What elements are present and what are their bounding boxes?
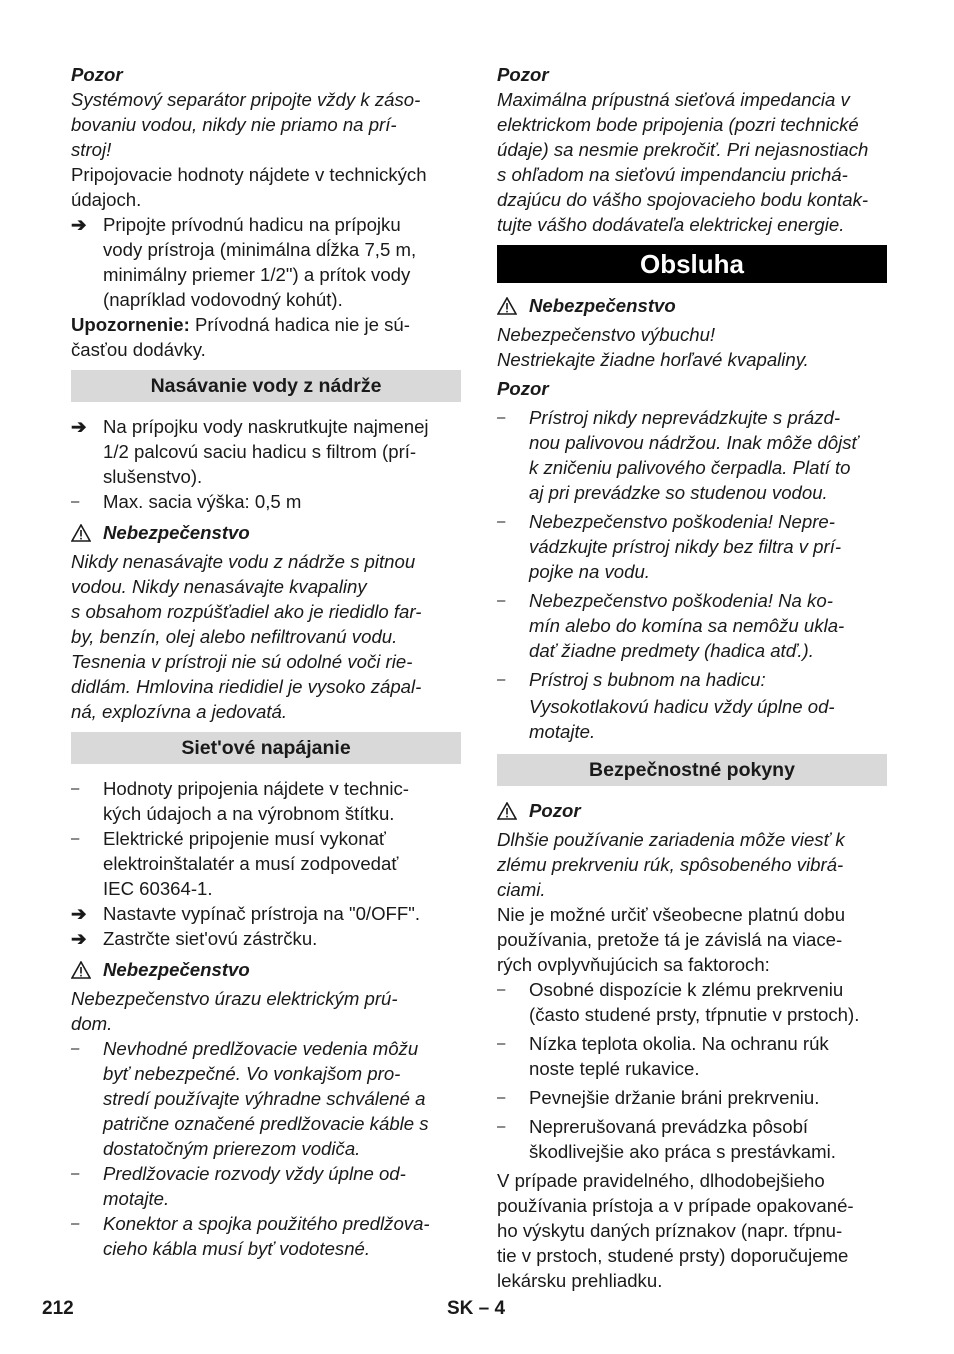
text-line: Pripojte prívodnú hadicu na prípojku — [103, 214, 401, 235]
warning-triangle-icon — [71, 524, 91, 542]
text-line: Nízka teplota okolia. Na ochranu rúk — [529, 1033, 829, 1054]
text-line: Osobné dispozície k zlému prekrveniu — [529, 979, 844, 1000]
text-line: Systémový separátor pripojte vždy k záso- — [71, 89, 421, 110]
dash-item — [71, 1036, 461, 1161]
text-line: Max. sacia výška: 0,5 m — [103, 491, 302, 512]
dash-icon: – — [497, 981, 506, 998]
text-line: ná, explozívna a jedovatá. — [71, 701, 288, 722]
section-title-nasavanie: Nasávanie vody z nádrže — [71, 370, 461, 402]
dash-item — [497, 977, 887, 1027]
text-line: tie v prstoch, studené prsty) doporučujeme — [497, 1245, 849, 1266]
text-line: vody prístroja (minimálna dĺžka 7,5 m, — [103, 239, 417, 260]
dash-item — [71, 1161, 461, 1211]
text-line: Nie je možné určiť všeobecne platnú dobu — [497, 904, 846, 925]
text-line: používania prístoja a v prípade opakované- — [497, 1195, 854, 1216]
text-line: časťou dodávky. — [71, 339, 206, 360]
text-line: Prístroj s bubnom na hadicu: — [529, 669, 766, 690]
danger-heading — [71, 520, 461, 545]
note-paragraph — [71, 312, 461, 362]
text-line: patrične označené predlžovacie káble s — [103, 1113, 429, 1134]
text-line: zlému prekrveniu rúk, spôsobeného vibrá- — [497, 854, 844, 875]
text-line: minimálny priemer 1/2") a prítok vody — [103, 264, 411, 285]
dash-item — [497, 667, 887, 744]
text-line: Nebezpečenstvo poškodenia! Na ko- — [529, 590, 833, 611]
text-line: V prípade pravidelného, dlhodobejšieho — [497, 1170, 825, 1191]
text-line: k zničeniu palivového čerpadla. Platí to — [529, 457, 851, 478]
text-line: motajte. — [103, 1188, 170, 1209]
text-line: Neprerušovaná prevádzka pôsobí — [529, 1116, 809, 1137]
dash-icon: – — [71, 1040, 80, 1057]
text-line: Nastavte vypínač prístroja na "0/OFF". — [103, 903, 421, 924]
dash-icon: – — [497, 1118, 506, 1135]
text-line: škodlivejšie ako práca s prestávkami. — [529, 1141, 836, 1162]
page-number: 212 — [42, 1298, 74, 1319]
dash-item — [497, 1085, 887, 1110]
text-line: Nebezpečenstvo výbuchu! — [497, 324, 716, 345]
section-title-napajanie: Siet'ové napájanie — [71, 732, 461, 764]
dash-item — [71, 776, 461, 826]
text-line: cieho kábla musí byť vodotesné. — [103, 1238, 371, 1259]
text-line: dostatočným prierezom vodiča. — [103, 1138, 361, 1159]
danger-label: Nebezpečenstvo — [529, 295, 676, 316]
text-line: elektrickom bode pripojenia (pozri technické — [497, 114, 859, 135]
body-paragraph — [497, 1168, 887, 1293]
text-line: tujte vášho dodávateľa elektrickej energie. — [497, 214, 845, 235]
arrow-icon: ➔ — [71, 214, 87, 235]
text-line: IEC 60364-1. — [103, 878, 213, 899]
dash-icon: – — [497, 513, 506, 530]
text-line: stredí používajte výhradne schválené a — [103, 1088, 426, 1109]
text-line: noste teplé rukavice. — [529, 1058, 700, 1079]
arrow-step — [71, 926, 461, 951]
text-line: lekársku prehliadku. — [497, 1270, 663, 1291]
text-line: didlám. Hmlovina riedidiel je vysoko zápal- — [71, 676, 422, 697]
text-line: Dlhšie používanie zariadenia môže viesť k — [497, 829, 845, 850]
arrow-step — [71, 212, 461, 312]
main-section-title: Obsluha — [497, 245, 887, 283]
text-line: bovaniu vodou, nikdy nie priamo na prí- — [71, 114, 397, 135]
dash-item — [71, 826, 461, 901]
text-line: ciami. — [497, 879, 546, 900]
text-line: Elektrické pripojenie musí vykonať — [103, 828, 386, 849]
dash-item — [71, 1211, 461, 1261]
text-line: 1/2 palcovú saciu hadicu s filtrom (prí- — [103, 441, 417, 462]
warning-triangle-icon — [497, 802, 517, 820]
dash-item — [497, 588, 887, 663]
text-line: Prívodná hadica nie je sú- — [189, 314, 410, 335]
text-line: Predlžovacie rozvody vždy úplne od- — [103, 1163, 406, 1184]
dash-icon: – — [71, 493, 80, 510]
text-line: údaje) sa nesmie prekročiť. Pri nejasnostiach — [497, 139, 869, 160]
text-line: dať žiadne predmety (hadica atď.). — [529, 640, 814, 661]
text-line: (napríklad vodovodný kohút). — [103, 289, 343, 310]
text-line: Konektor a spojka použitého predlžova- — [103, 1213, 430, 1234]
dash-item — [497, 1031, 887, 1081]
language-page-label: SK – 4 — [447, 1298, 506, 1319]
danger-label: Nebezpečenstvo — [103, 522, 250, 543]
danger-heading — [497, 293, 887, 318]
text-line: používania, pretože tá je závislá na viace- — [497, 929, 843, 950]
text-line: byť nebezpečné. Vo vonkajšom pro- — [103, 1063, 401, 1084]
text-line: s ohľadom na sieťovú impendanciu prichá- — [497, 164, 848, 185]
text-line: dzajúcu do vášho spojovacieho bodu kontak- — [497, 189, 869, 210]
dash-icon: – — [497, 671, 506, 688]
arrow-step — [71, 901, 461, 926]
text-line: mín alebo do komína sa nemôžu ukla- — [529, 615, 845, 636]
text-line: nou palivovou nádržou. Inak môže dôjsť — [529, 432, 859, 453]
dash-item — [71, 489, 461, 514]
pozor-label: Pozor — [497, 64, 549, 85]
text-line: Maximálna prípustná sieťová impedancia v — [497, 89, 850, 110]
body-paragraph — [497, 902, 887, 977]
caution-heading — [497, 798, 887, 823]
text-line: s obsahom rozpúšťadiel ako je riedidlo far- — [71, 601, 422, 622]
dash-item — [497, 405, 887, 505]
pozor-text — [497, 87, 887, 237]
pozor-label: Pozor — [71, 64, 123, 85]
pozor-text — [71, 87, 461, 162]
caution-text — [497, 827, 887, 902]
arrow-icon: ➔ — [71, 928, 87, 949]
text-line: motajte. — [529, 721, 596, 742]
dash-icon: – — [497, 409, 506, 426]
danger-text — [71, 986, 461, 1036]
text-line: Pevnejšie držanie bráni prekrveniu. — [529, 1087, 820, 1108]
dash-item — [497, 509, 887, 584]
text-line: by, benzín, olej alebo nefiltrovanú vodu. — [71, 626, 398, 647]
text-line: Prístroj nikdy neprevádzkujte s prázd- — [529, 407, 841, 428]
dash-icon: – — [71, 1165, 80, 1182]
text-line: slušenstvo). — [103, 466, 203, 487]
text-line: stroj! — [71, 139, 112, 160]
text-line: Hodnoty pripojenia nájdete v technic- — [103, 778, 409, 799]
text-line: Zastrčte siet'ovú zástrčku. — [103, 928, 318, 949]
text-line: ho výskytu daných príznakov (napr. tŕpnu- — [497, 1220, 843, 1241]
text-line: Na prípojku vody naskrutkujte najmenej — [103, 416, 429, 437]
text-line: rých ovplyvňujúcich sa faktoroch: — [497, 954, 770, 975]
dash-icon: – — [71, 780, 80, 797]
arrow-icon: ➔ — [71, 416, 87, 437]
dash-item — [497, 1114, 887, 1164]
dash-icon: – — [497, 1035, 506, 1052]
text-line: kých údajoch a na výrobnom štítku. — [103, 803, 395, 824]
warning-triangle-icon — [497, 297, 517, 315]
text-line: (často studené prsty, tŕpnutie v prstoch). — [529, 1004, 860, 1025]
section-title-bezpecnostne: Bezpečnostné pokyny — [497, 754, 887, 786]
dash-icon: – — [71, 1215, 80, 1232]
right-column — [497, 62, 887, 1293]
text-line: Nikdy nenasávajte vodu z nádrže s pitnou — [71, 551, 416, 572]
text-line: Nevhodné predlžovacie vedenia môžu — [103, 1038, 419, 1059]
text-line: vádzkujte prístroj nikdy bez filtra v prí- — [529, 536, 842, 557]
text-line: aj pri prevádzke so studenou vodou. — [529, 482, 828, 503]
dash-icon: – — [497, 1089, 506, 1106]
text-line: Tesnenia v prístroji nie sú odolné voči rie- — [71, 651, 413, 672]
dash-icon: – — [497, 592, 506, 609]
warning-triangle-icon — [71, 961, 91, 979]
text-line: Nestriekajte žiadne horľavé kvapaliny. — [497, 349, 809, 370]
arrow-icon: ➔ — [71, 903, 87, 924]
danger-label: Nebezpečenstvo — [103, 959, 250, 980]
connect-values-text — [71, 162, 461, 212]
danger-text — [71, 549, 461, 724]
text-line: údajoch. — [71, 189, 142, 210]
text-line: Nebezpečenstvo poškodenia! Nepre- — [529, 511, 835, 532]
text-line: dom. — [71, 1013, 113, 1034]
left-column — [71, 62, 461, 1261]
danger-heading — [71, 957, 461, 982]
pozor-label: Pozor — [497, 378, 549, 399]
text-line: Vysokotlakovú hadicu vždy úplne od- — [529, 696, 835, 717]
note-label: Upozornenie: — [71, 314, 190, 335]
text-line: Nebezpečenstvo úrazu elektrickým prú- — [71, 988, 398, 1009]
dash-icon: – — [71, 830, 80, 847]
caution-label: Pozor — [529, 800, 581, 821]
arrow-step — [71, 414, 461, 489]
text-line: vodou. Nikdy nenasávajte kvapaliny — [71, 576, 367, 597]
text-line: Pripojovacie hodnoty nájdete v technických — [71, 164, 427, 185]
danger-text — [497, 322, 887, 372]
text-line: pojke na vodu. — [529, 561, 650, 582]
text-line: elektroinštalatér a musí zodpovedať — [103, 853, 399, 874]
